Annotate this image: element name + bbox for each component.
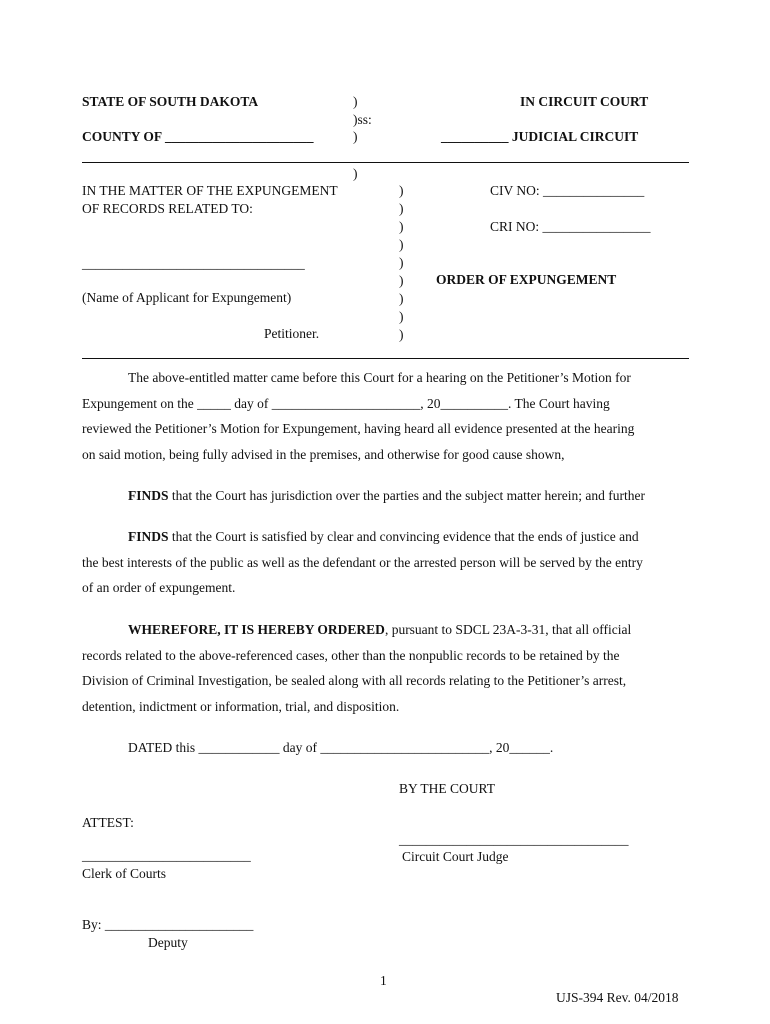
matter-title-line1: IN THE MATTER OF THE EXPUNGEMENT: [82, 183, 338, 198]
deputy-label: Deputy: [148, 935, 188, 950]
applicant-name-label: (Name of Applicant for Expungement): [82, 290, 292, 305]
caption-paren: ): [353, 129, 358, 144]
order-text: , pursuant to SDCL 23A-3-31, that all official: [384, 622, 632, 637]
judge-signature-label: Circuit Court Judge: [402, 849, 509, 864]
finding-evidence: [128, 529, 639, 545]
petitioner-label: Petitioner.: [264, 326, 320, 341]
by-the-court-label: BY THE COURT: [399, 781, 495, 796]
body-paragraph-line: on said motion, being fully advised in the premises, and otherwise for good cause shown,: [82, 447, 565, 462]
caption-paren: ): [353, 94, 358, 109]
civ-number-field: CIV NO: _______________: [490, 183, 645, 198]
matter-paren: ): [399, 327, 404, 342]
applicant-name-blank: _________________________________: [82, 256, 305, 271]
matter-divider: [82, 358, 689, 359]
body-paragraph-line: records related to the above-referenced cases, other than the nonpublic records to be retained by the: [82, 648, 620, 663]
matter-paren: ): [399, 255, 404, 270]
finding-text: that the Court has jurisdiction over the parties and the subject matter herein; and further: [168, 488, 645, 503]
county-field: COUNTY OF ______________________: [82, 129, 314, 144]
clerk-signature-line: _________________________: [82, 848, 251, 863]
body-paragraph-line: of an order of expungement.: [82, 580, 236, 595]
body-paragraph-line: the best interests of the public as well as the defendant or the arrested person will be served by the entry: [82, 555, 643, 570]
deputy-signature-line: By: ______________________: [82, 917, 254, 932]
form-identifier: UJS-394 Rev. 04/2018: [556, 990, 679, 1005]
body-paragraph-line: Expungement on the _____ day of ______________________, 20__________. The Court having: [82, 396, 610, 411]
matter-paren-top: ): [353, 166, 358, 181]
matter-title-line2: OF RECORDS RELATED TO:: [82, 201, 253, 216]
matter-paren: ): [399, 183, 404, 198]
matter-paren: ): [399, 219, 404, 234]
order-clause: [128, 622, 631, 638]
cri-number-field: CRI NO: ________________: [490, 219, 651, 234]
finding-jurisdiction: [128, 488, 645, 504]
ss-marker: )ss:: [353, 112, 372, 127]
matter-paren: ): [399, 291, 404, 306]
judicial-circuit-field: __________ JUDICIAL CIRCUIT: [441, 129, 639, 144]
clerk-signature-label: Clerk of Courts: [82, 866, 166, 881]
matter-paren: ): [399, 237, 404, 252]
body-paragraph-line: The above-entitled matter came before this Court for a hearing on the Petitioner’s Motion for: [128, 370, 631, 385]
judge-signature-line: __________________________________: [399, 832, 629, 847]
finds-keyword: FINDS: [128, 488, 169, 503]
matter-paren: ): [399, 201, 404, 216]
attest-label: ATTEST:: [82, 815, 134, 830]
matter-paren: ): [399, 273, 404, 288]
body-paragraph-line: detention, indictment or information, trial, and disposition.: [82, 699, 400, 714]
body-paragraph-line: Division of Criminal Investigation, be sealed along with all records relating to the Petitioner’s arrest,: [82, 673, 627, 688]
body-paragraph-line: reviewed the Petitioner’s Motion for Expungement, having heard all evidence presented at the hearing: [82, 421, 635, 436]
dated-line: DATED this ____________ day of _________________________, 20______.: [128, 740, 554, 755]
order-title: ORDER OF EXPUNGEMENT: [436, 272, 617, 287]
state-name: STATE OF SOUTH DAKOTA: [82, 94, 259, 109]
caption-divider: [82, 162, 689, 163]
page-number: 1: [380, 973, 387, 988]
wherefore-keyword: WHEREFORE, IT IS HEREBY ORDERED: [128, 622, 385, 637]
court-name: IN CIRCUIT COURT: [520, 94, 649, 109]
finding-text: that the Court is satisfied by clear and convincing evidence that the ends of justice and: [168, 529, 639, 544]
finds-keyword: FINDS: [128, 529, 169, 544]
matter-paren: ): [399, 309, 404, 324]
